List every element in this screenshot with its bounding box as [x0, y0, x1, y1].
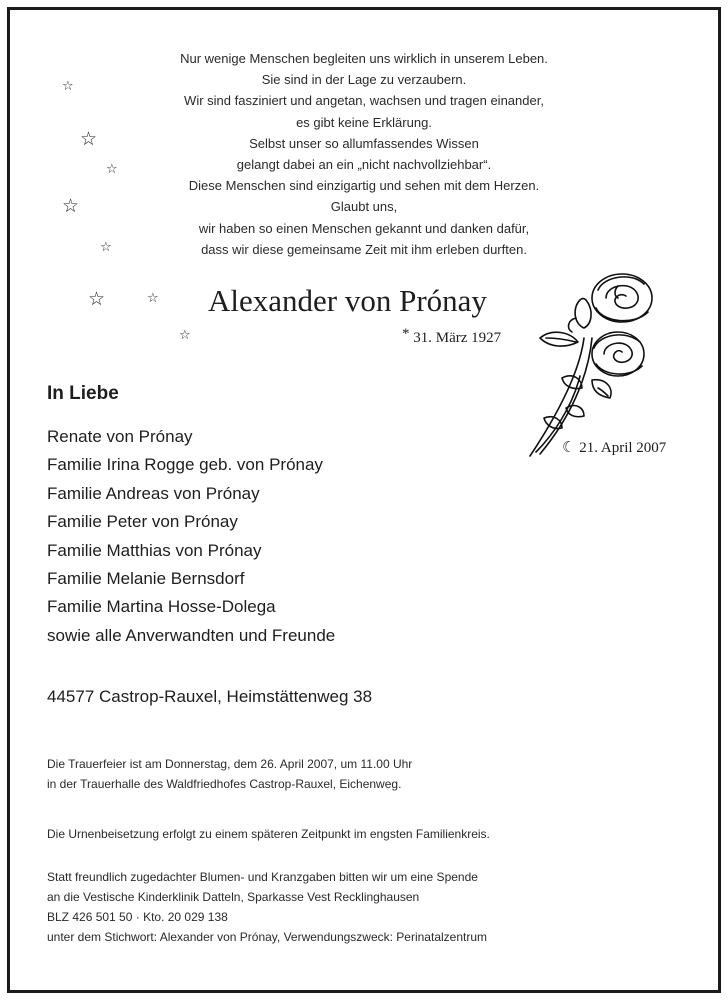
donation-info — [47, 867, 487, 947]
funeral-line: Die Trauerfeier ist am Donnerstag, dem 26. April 2007, um 11.00 Uhr — [47, 757, 413, 771]
birth-symbol: * — [402, 326, 410, 342]
urn-info — [47, 824, 490, 844]
mourner: Familie Peter von Prónay — [47, 512, 238, 532]
poem-line: Diese Menschen sind einzigartig und sehen mit dem Herzen. — [188, 178, 540, 194]
urn-line: Die Urnenbeisetzung erfolgt zu einem späteren Zeitpunkt im engsten Familienkreis. — [47, 827, 490, 841]
funeral-line: in der Trauerhalle des Waldfriedhofes Castrop-Rauxel, Eichenweg. — [47, 777, 402, 791]
poem-line: Nur wenige Menschen begleiten uns wirklich in unserem Leben. — [180, 51, 548, 66]
mourner: Familie Andreas von Prónay — [47, 483, 260, 503]
death-symbol: ☾ — [562, 438, 576, 456]
poem-line: gelangt dabei an ein „nicht nachvollziehbar“. — [236, 157, 492, 173]
star-icon: ☆ — [179, 328, 191, 343]
star-icon: ☆ — [80, 128, 98, 150]
poem-line: dass wir diese gemeinsame Zeit mit ihm erleben durften. — [201, 241, 527, 257]
mourner: Familie Matthias von Prónay — [47, 540, 262, 560]
poem-line: Selbst unser so allumfassendes Wissen — [249, 135, 479, 151]
star-icon: ☆ — [62, 79, 74, 94]
donation-line: an die Vestische Kinderklinik Datteln, Sparkasse Vest Recklinghausen — [47, 890, 420, 904]
birth-date-text: 31. März 1927 — [413, 330, 502, 346]
poem-line: Sie sind in der Lage zu verzaubern. — [261, 72, 467, 88]
mourner: Familie Martina Hosse-Dolega — [47, 597, 276, 617]
donation-line: BLZ 426 501 50 · Kto. 20 029 138 — [47, 910, 228, 924]
donation-line: Statt freundlich zugedachter Blumen- und Kranzgaben bitten wir um eine Spende — [47, 870, 478, 884]
mourners-heading: In Liebe — [47, 383, 119, 404]
birth-date — [402, 326, 502, 347]
poem-line: es gibt keine Erklärung. — [296, 114, 432, 130]
rose-icon — [522, 268, 662, 460]
star-icon: ☆ — [100, 240, 112, 255]
mourner: Familie Melanie Bernsdorf — [47, 569, 245, 589]
poem-line: Wir sind fasziniert und angetan, wachsen und tragen einander, — [184, 93, 544, 109]
poem-line: wir haben so einen Menschen gekannt und danken dafür, — [198, 220, 530, 236]
mourners-list — [47, 423, 335, 650]
death-date-text: 21. April 2007 — [579, 440, 667, 456]
deceased-name: Alexander von Prónay — [208, 283, 487, 318]
funeral-info — [47, 754, 412, 794]
donation-line: unter dem Stichwort: Alexander von Prónay, Verwendungszweck: Perinatalzentrum — [47, 930, 488, 944]
star-icon: ☆ — [88, 288, 106, 310]
star-icon: ☆ — [147, 291, 159, 306]
star-icon: ☆ — [62, 195, 80, 217]
star-icon: ☆ — [106, 162, 118, 177]
mourner: Renate von Prónay — [47, 427, 193, 446]
poem — [0, 48, 728, 260]
poem-line: Glaubt uns, — [330, 199, 398, 215]
mourner: sowie alle Anverwandten und Freunde — [47, 625, 336, 645]
address: 44577 Castrop-Rauxel, Heimstättenweg 38 — [47, 687, 373, 706]
mourner: Familie Irina Rogge geb. von Prónay — [47, 455, 323, 475]
